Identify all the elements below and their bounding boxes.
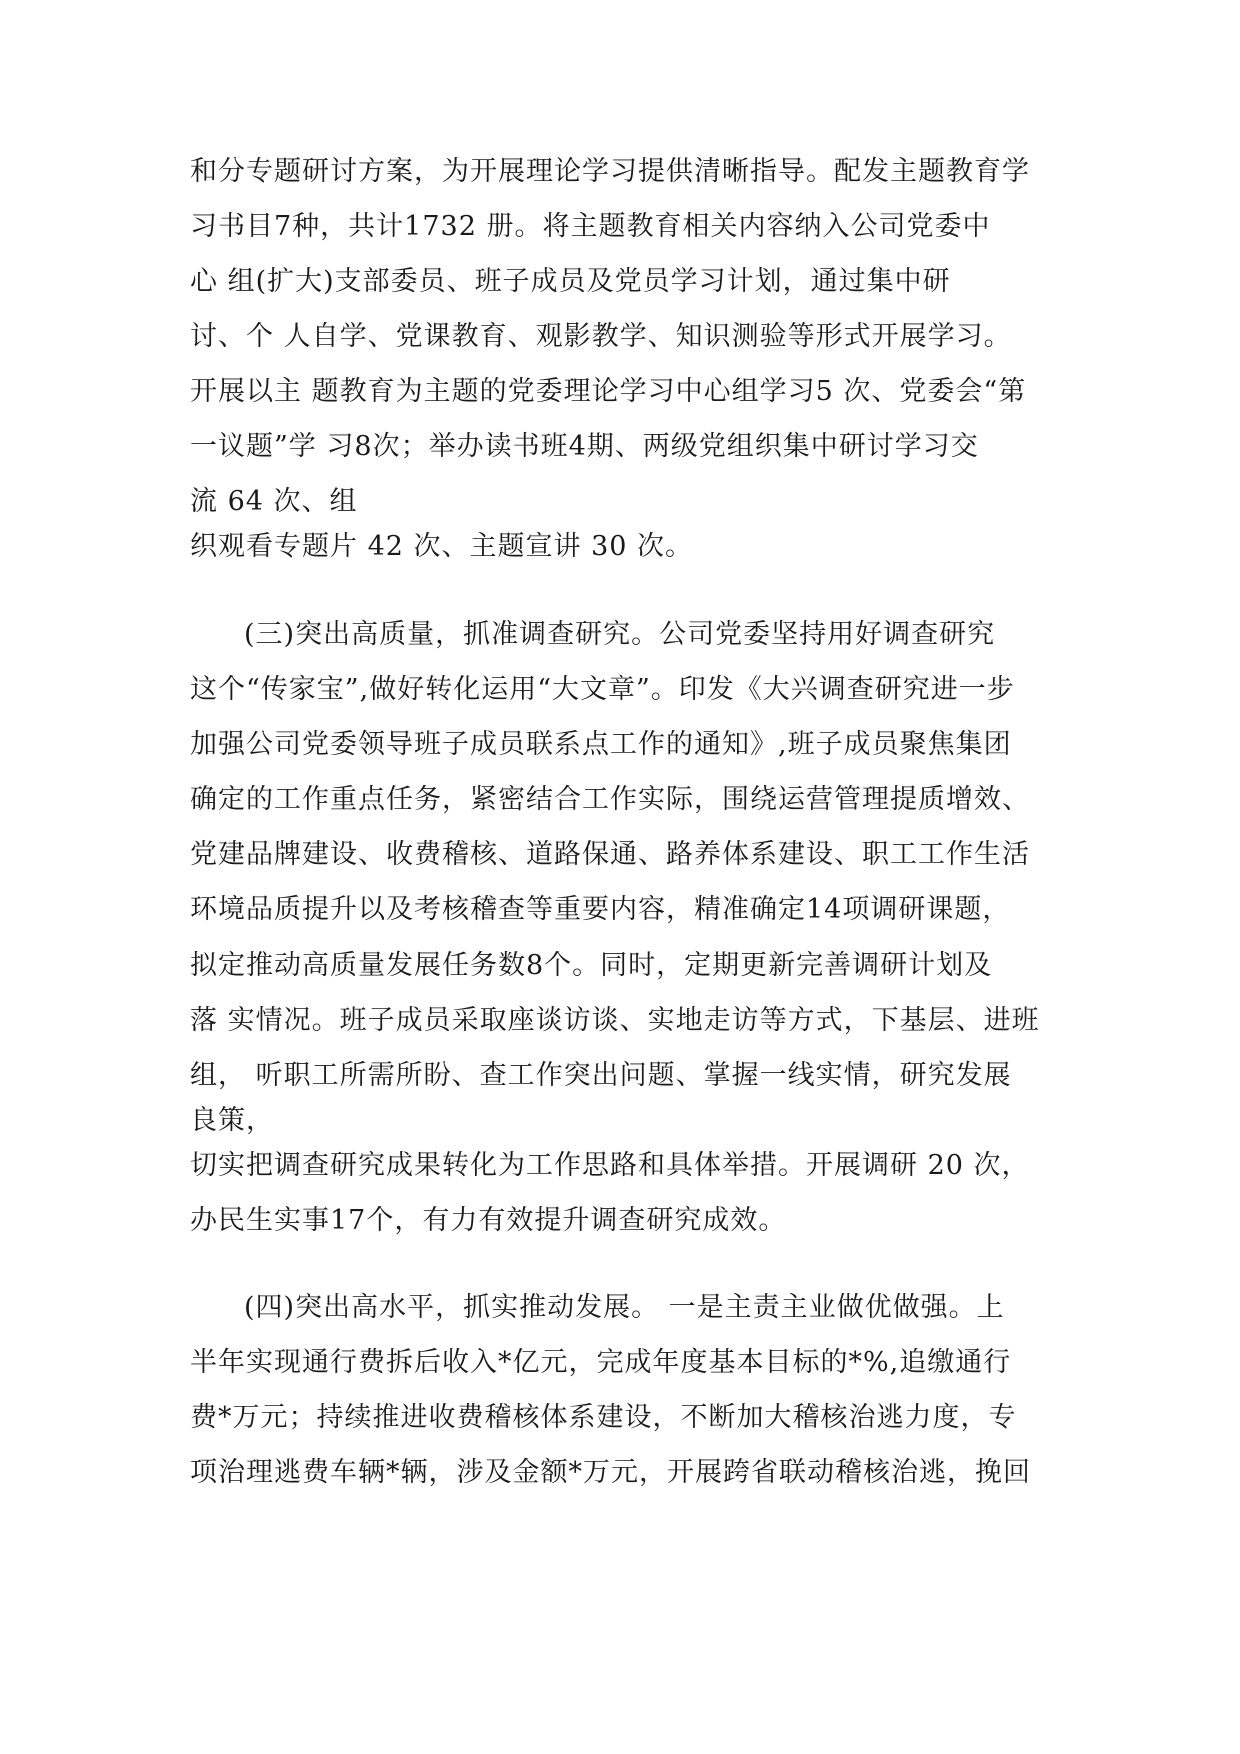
text-line: 织观看专题片 42 次、主题宣讲 30 次。 xyxy=(190,531,694,562)
text-line: 心 组(扩大)支部委员、班子成员及党员学习计划，通过集中研 xyxy=(190,266,951,297)
text-line: 拟定推动高质量发展任务数8个。同时，定期更新完善调研计划及 xyxy=(190,950,993,981)
text-line: 流 64 次、组 xyxy=(190,486,358,517)
text-line: 环境品质提升以及考核稽查等重要内容，精准确定14项调研课题， xyxy=(190,894,1011,925)
text-line: 加强公司党委领导班子成员联系点工作的通知》,班子成员聚焦集团 xyxy=(190,729,1012,760)
text-line: 切实把调查研究成果转化为工作思路和具体举措。开展调研 20 次， xyxy=(190,1150,1030,1181)
text-line: 费*万元；持续推进收费稽核体系建设，不断加大稽核治逃力度，专 xyxy=(190,1402,1017,1433)
text-line: 落 实情况。班子成员采取座谈访谈、实地走访等方式，下基层、进班 xyxy=(190,1005,1040,1036)
text-line: 开展以主 题教育为主题的党委理论学习中心组学习5 次、党委会“第 xyxy=(190,376,1027,407)
text-line: 良策， xyxy=(190,1105,274,1136)
text-line: 习书目7种，共计1732 册。将主题教育相关内容纳入公司党委中 xyxy=(190,211,991,242)
paragraph-heading-4: (四)突出高水平，抓实推动发展。 一是主责主业做优做强。上 xyxy=(244,1292,1005,1323)
text-line: 组， 听职工所需所盼、查工作突出问题、掌握一线实情，研究发展 xyxy=(190,1060,1012,1091)
text-line: 和分专题研讨方案，为开展理论学习提供清晰指导。配发主题教育学 xyxy=(190,156,1030,187)
paragraph-heading-3: (三)突出高质量，抓准调查研究。公司党委坚持用好调查研究 xyxy=(244,619,996,650)
text-line: 半年实现通行费拆后收入*亿元，完成年度基本目标的*%,追缴通行 xyxy=(190,1347,1012,1378)
text-line: 项治理逃费车辆*辆，涉及金额*万元，开展跨省联动稽核治逃，挽回 xyxy=(190,1457,1031,1488)
text-line: 讨、个 人自学、党课教育、观影教学、知识测验等形式开展学习。 xyxy=(190,321,1012,352)
text-line: 一议题”学 习8次；举办读书班4期、两级党组织集中研讨学习交 xyxy=(190,431,979,462)
text-line: 办民生实事17个，有力有效提升调查研究成效。 xyxy=(190,1205,787,1236)
text-line: 这个“传家宝”,做好转化运用“大文章”。印发《大兴调查研究进一步 xyxy=(190,674,1015,705)
text-line: 确定的工作重点任务，紧密结合工作实际，围绕运营管理提质增效、 xyxy=(190,784,1030,815)
text-line: 党建品牌建设、收费稽核、道路保通、路养体系建设、职工工作生活 xyxy=(190,839,1030,870)
